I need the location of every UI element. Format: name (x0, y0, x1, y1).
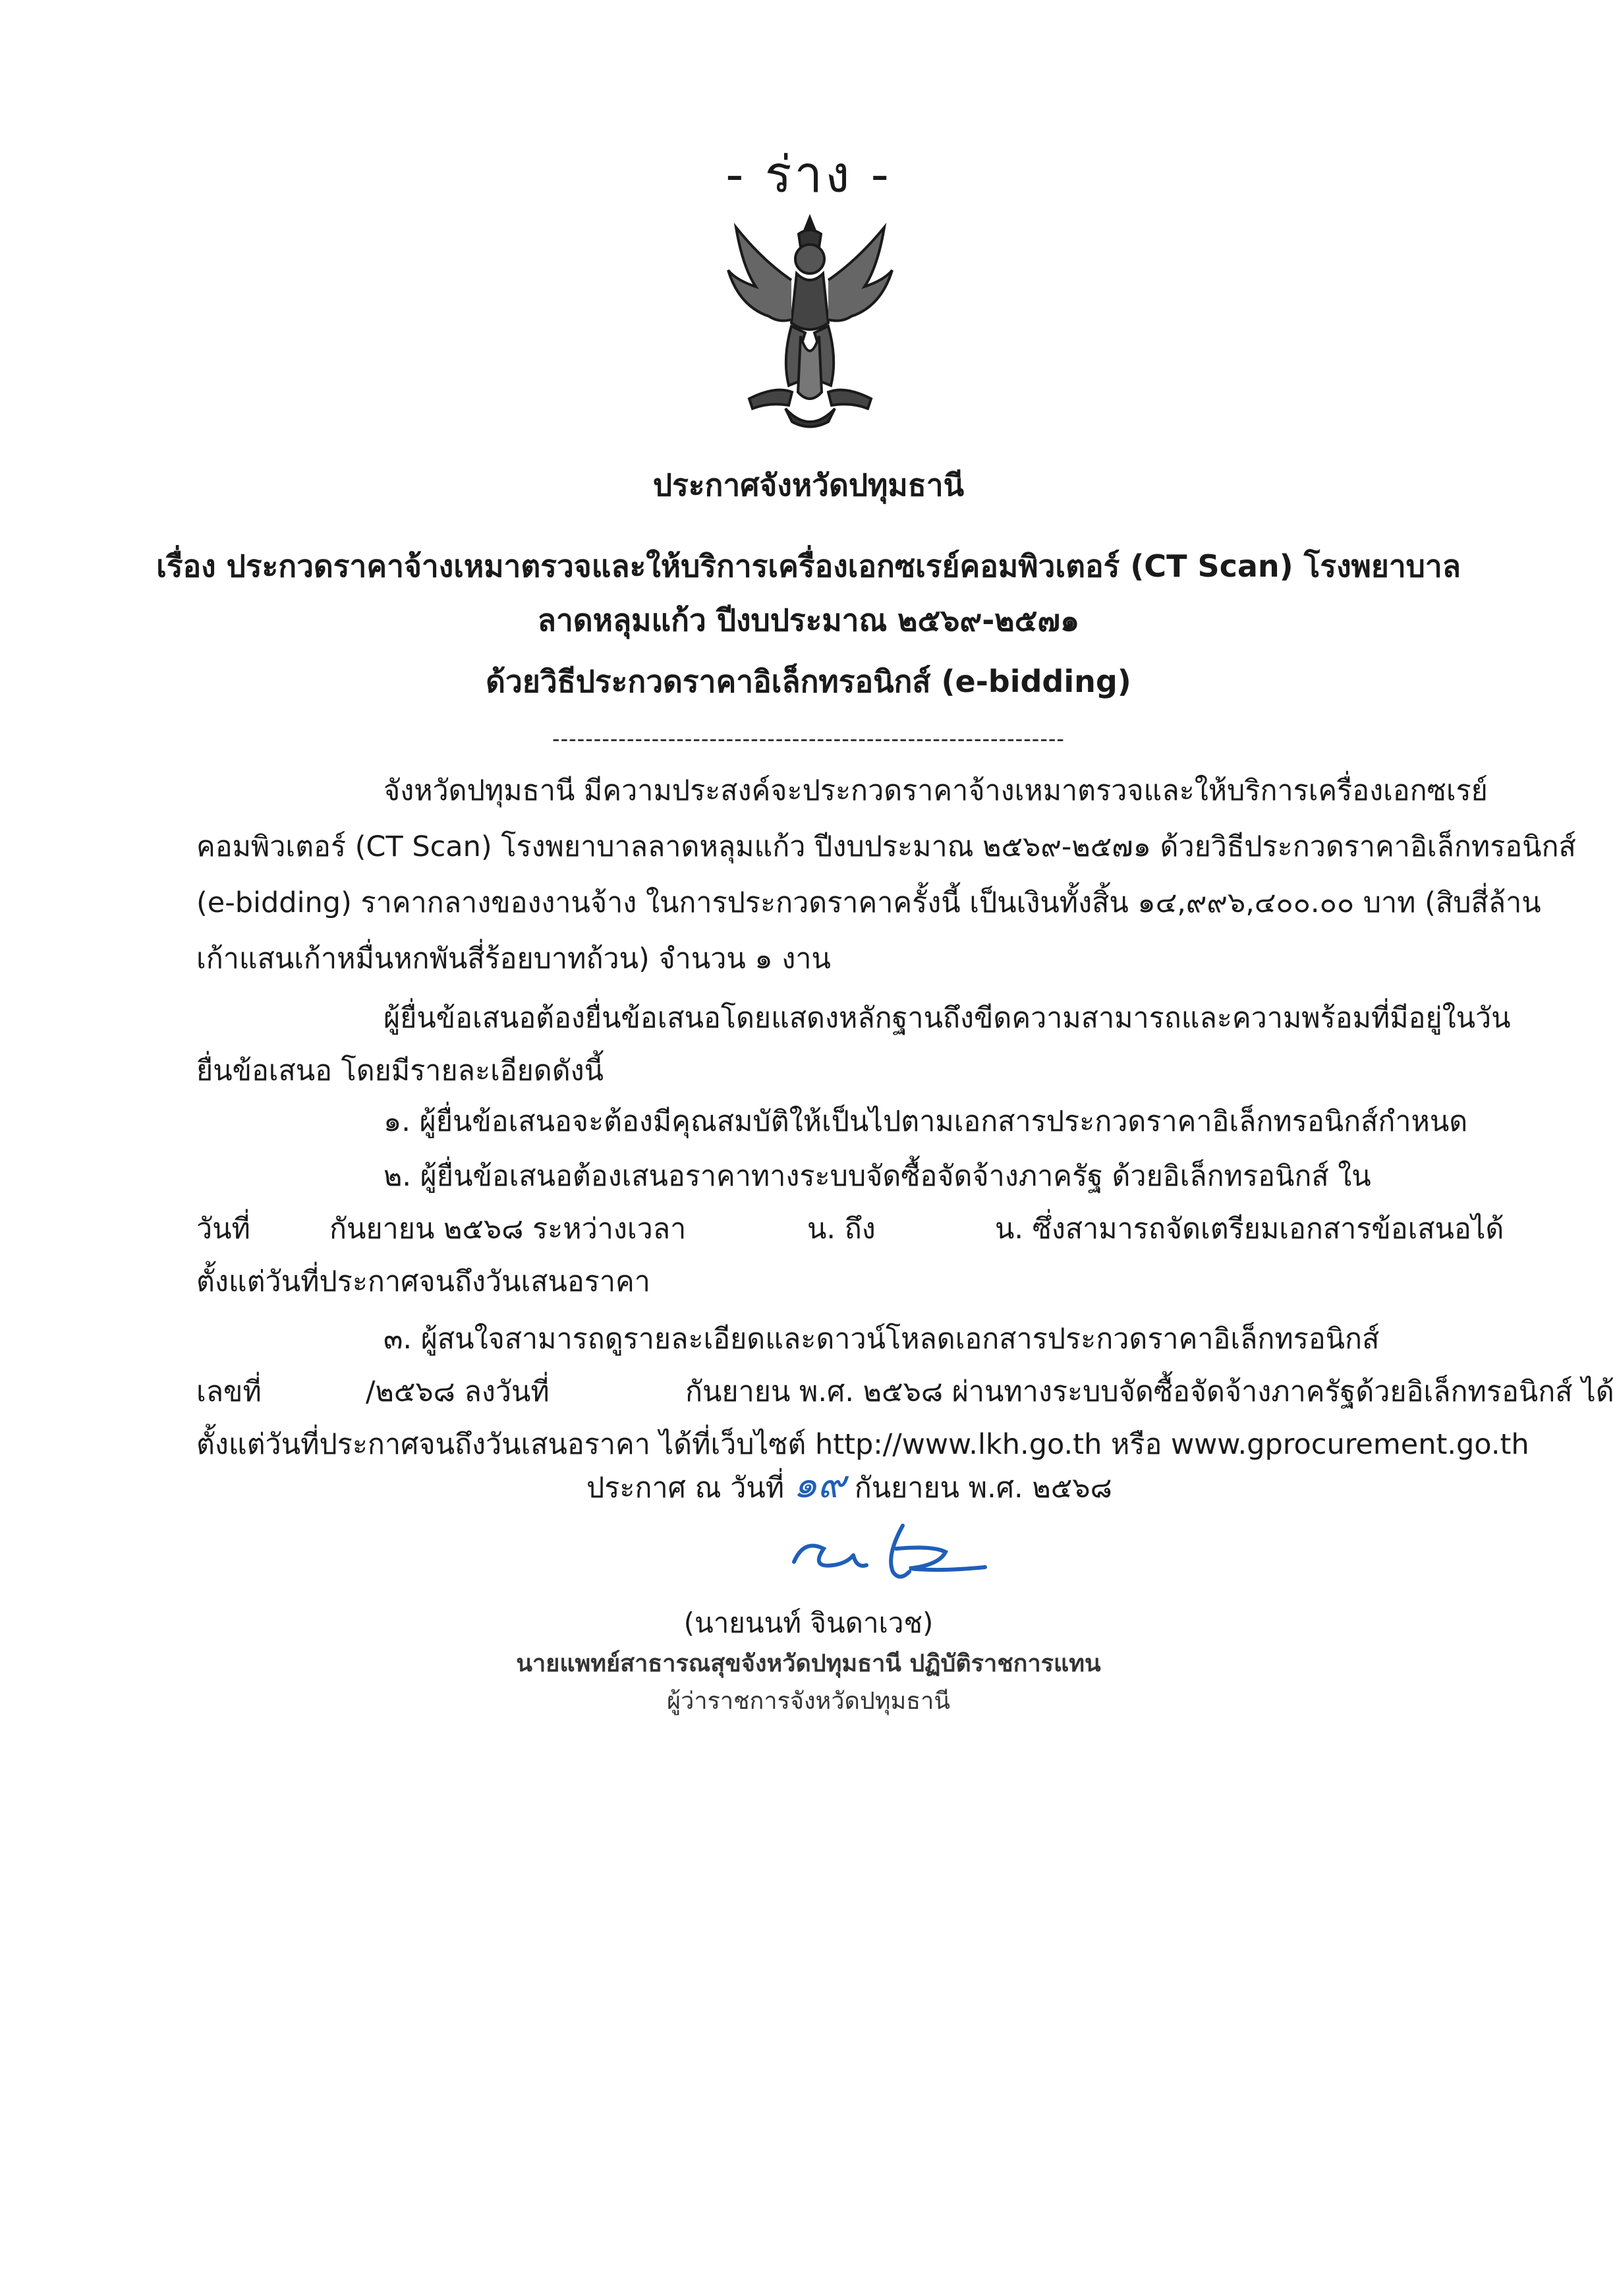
signatory-position-2: ผู้ว่าราชการจังหวัดปทุมธานี (667, 1688, 950, 1715)
announce-suffix: กันยายน พ.ศ. ๒๕๖๘ (854, 1472, 1112, 1505)
signature-mark-icon (787, 1509, 998, 1595)
item-2-day-label: วันที่ (196, 1213, 250, 1246)
procurement-method: ด้วยวิธีประกวดราคาอิเล็กทรอนิกส์ (e-bidding) (486, 664, 1131, 699)
item-3-number-label: เลขที่ (196, 1375, 262, 1408)
paragraph-1-line-4: เก้าแสนเก้าหมื่นหกพันสี่ร้อยบาทถ้วน) จำนวน ๑ งาน (196, 942, 831, 975)
draft-mark: - ร่าง - (725, 145, 892, 204)
item-2-month-time: กันยายน ๒๕๖๘ ระหว่างเวลา (329, 1213, 687, 1246)
item-2-line-1: ๒. ผู้ยื่นข้อเสนอต้องเสนอราคาทางระบบจัดซื้อจัดจ้างภาครัฐ ด้วยอิเล็กทรอนิกส์ ใน (383, 1160, 1371, 1193)
paragraph-2-line-1: ผู้ยื่นข้อเสนอต้องยื่นข้อเสนอโดยแสดงหลักฐานถึงขีดความสามารถและความพร้อมที่มีอยู่ในวัน (383, 1002, 1511, 1035)
announce-day: ๑๙ (793, 1462, 846, 1507)
paragraph-1-line-3: (e-bidding) ราคากลางของงานจ้าง ในการประกวดราคาครั้งนี้ เป็นเงินทั้งสิ้น ๑๔,๙๙๖,๔๐๐.๐๐ บาท (สิบสี่ล้าน (196, 886, 1541, 919)
signatory-position-1: นายแพทย์สาธารณสุขจังหวัดปทุมธานี ปฏิบัติราชการแทน (516, 1650, 1101, 1677)
item-3-line-3: ตั้งแต่วันที่ประกาศจนถึงวันเสนอราคา ได้ที่เว็บไซต์ http://www.lkh.go.th หรือ www.gprocurement.go.th (196, 1428, 1529, 1461)
item-1: ๑. ผู้ยื่นข้อเสนอจะต้องมีคุณสมบัติให้เป็นไปตามเอกสารประกวดราคาอิเล็กทรอนิกส์กำหนด (383, 1105, 1468, 1138)
announce-prefix: ประกาศ ณ วันที่ (586, 1472, 785, 1505)
item-3-month: กันยายน พ.ศ. ๒๕๖๘ ผ่านทางระบบจัดซื้อจัดจ้างภาครัฐด้วยอิเล็กทรอนิกส์ ได้ (685, 1375, 1614, 1408)
subject-line-1: เรื่อง ประกวดราคาจ้างเหมาตรวจและให้บริการเครื่องเอกซเรย์คอมพิวเตอร์ (CT Scan) โรงพยาบาล (156, 548, 1461, 584)
paragraph-1-line-1: จังหวัดปทุมธานี มีความประสงค์จะประกวดราคาจ้างเหมาตรวจและให้บริการเครื่องเอกซเรย์ (383, 774, 1488, 807)
signatory-name: (นายนนท์ จินดาเวช) (683, 1607, 934, 1639)
announce-date (586, 1456, 1112, 1516)
item-3-line-1: ๓. ผู้สนใจสามารถดูรายละเอียดและดาวน์โหลดเอกสารประกวดราคาอิเล็กทรอนิกส์ (383, 1323, 1380, 1356)
paragraph-1-line-2: คอมพิวเตอร์ (CT Scan) โรงพยาบาลลาดหลุมแก้ว ปีงบประมาณ ๒๕๖๙-๒๕๗๑ ด้วยวิธีประกวดราคาอิเล็กทรอนิกส์ (196, 830, 1576, 863)
subject-line-2: ลาดหลุมแก้ว ปีงบประมาณ ๒๕๖๙-๒๕๗๑ (537, 602, 1080, 638)
item-3-date-label: /๒๕๖๘ ลงวันที่ (366, 1375, 550, 1408)
item-2-to: น. ถึง (807, 1213, 876, 1246)
paragraph-2-line-2: ยื่นข้อเสนอ โดยมีรายละเอียดดังนี้ (196, 1054, 604, 1087)
announcement-title: ประกาศจังหวัดปทุมธานี (652, 467, 965, 503)
item-2-line-3: ตั้งแต่วันที่ประกาศจนถึงวันเสนอราคา (196, 1265, 650, 1298)
item-2-prepare: น. ซึ่งสามารถจัดเตรียมเอกสารข้อเสนอได้ (995, 1213, 1504, 1246)
divider: -------------------------------------------------------------- (552, 726, 1065, 751)
